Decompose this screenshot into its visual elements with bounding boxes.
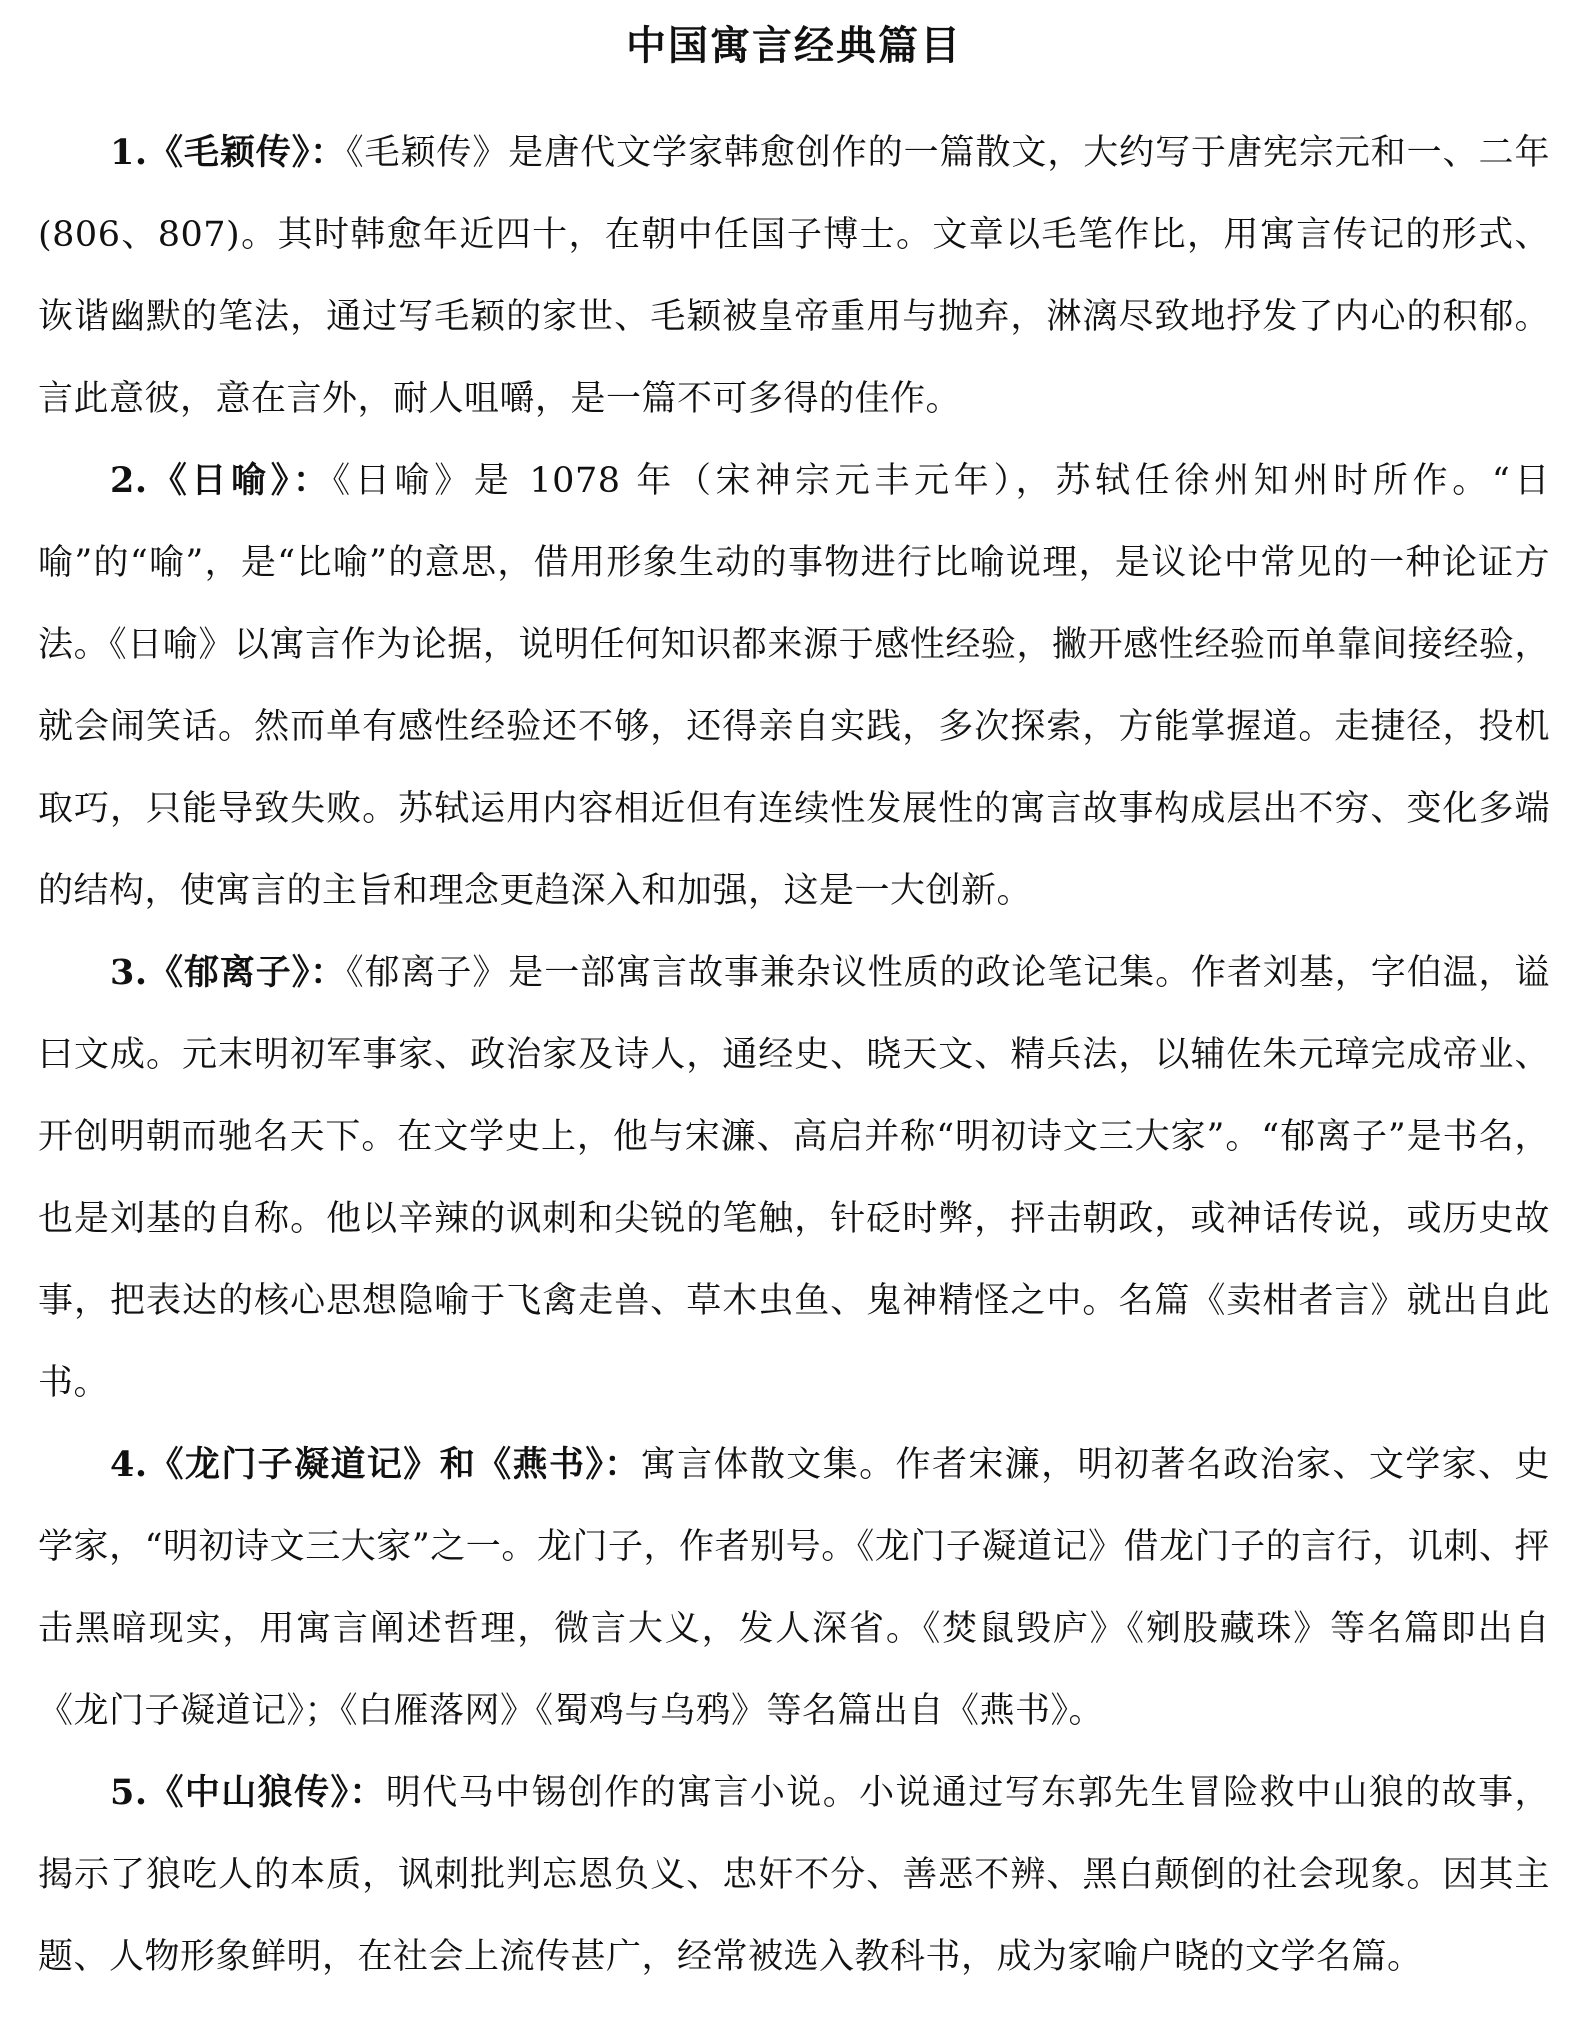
entry-4 xyxy=(38,1424,1550,1752)
entry-text: 明代马中锡创作的寓言小说。小说通过写东郭先生冒险救中山狼的故事，揭示了狼吃人的本质，讽刺批判忘恩负义、忠奸不分、善恶不辨、黑白颠倒的社会现象。因其主题、人物形象鲜明，在社会上流传甚广，经常被选入教科书，成为家喻户晓的文学名篇。 xyxy=(38,1773,1550,1977)
entry-3 xyxy=(38,932,1550,1424)
entry-heading: 4.《龙门子凝道记》和《燕书》： xyxy=(110,1444,641,1485)
entry-heading: 5.《中山狼传》： xyxy=(110,1772,386,1813)
entry-text: 《毛颖传》是唐代文学家韩愈创作的一篇散文，大约写于唐宪宗元和一、二年(806、807)。其时韩愈年近四十，在朝中任国子博士。文章以毛笔作比，用寓言传记的形式、诙谐幽默的笔法，通过写毛颖的家世、毛颖被皇帝重用与抛弃，淋漓尽致地抒发了内心的积郁。言此意彼，意在言外，耐人咀嚼，是一篇不可多得的佳作。 xyxy=(38,133,1550,419)
entry-text: 寓言体散文集。作者宋濂，明初著名政治家、文学家、史学家，“明初诗文三大家”之一。龙门子，作者别号。《龙门子凝道记》借龙门子的言行，讥刺、抨击黑暗现实，用寓言阐述哲理，微言大义，发人深省。《焚鼠毁庐》《剜股藏珠》等名篇即出自《龙门子凝道记》；《白雁落网》《蜀鸡与乌鸦》等名篇出自《燕书》。 xyxy=(38,1445,1550,1731)
entry-2 xyxy=(38,440,1550,932)
document-page xyxy=(38,18,1550,1998)
entry-heading: 3.《郁离子》： xyxy=(110,952,347,993)
entry-heading: 1.《毛颖传》： xyxy=(110,132,347,173)
entry-5 xyxy=(38,1752,1550,1998)
entry-text: 《日喻》是 1078 年（宋神宗元丰元年），苏轼任徐州知州时所作。“日喻”的“喻”，是“比喻”的意思，借用形象生动的事物进行比喻说理，是议论中常见的一种论证方法。《日喻》以寓言作为论据，说明任何知识都来源于感性经验，撇开感性经验而单靠间接经验，就会闹笑话。然而单有感性经验还不够，还得亲自实践，多次探索，方能掌握道。走捷径，投机取巧，只能导致失败。苏轼运用内容相近但有连续性发展性的寓言故事构成层出不穷、变化多端的结构，使寓言的主旨和理念更趋深入和加强，这是一大创新。 xyxy=(38,461,1550,911)
page-title: 中国寓言经典篇目 xyxy=(626,22,962,69)
entry-heading: 2.《日喻》： xyxy=(110,460,333,501)
entry-1 xyxy=(38,112,1550,440)
entry-text: 《郁离子》是一部寓言故事兼杂议性质的政论笔记集。作者刘基，字伯温，谥曰文成。元末明初军事家、政治家及诗人，通经史、晓天文、精兵法，以辅佐朱元璋完成帝业、开创明朝而驰名天下。在文学史上，他与宋濂、高启并称“明初诗文三大家”。“郁离子”是书名，也是刘基的自称。他以辛辣的讽刺和尖锐的笔触，针砭时弊，抨击朝政，或神话传说，或历史故事，把表达的核心思想隐喻于飞禽走兽、草木虫鱼、鬼神精怪之中。名篇《卖柑者言》就出自此书。 xyxy=(38,953,1550,1403)
